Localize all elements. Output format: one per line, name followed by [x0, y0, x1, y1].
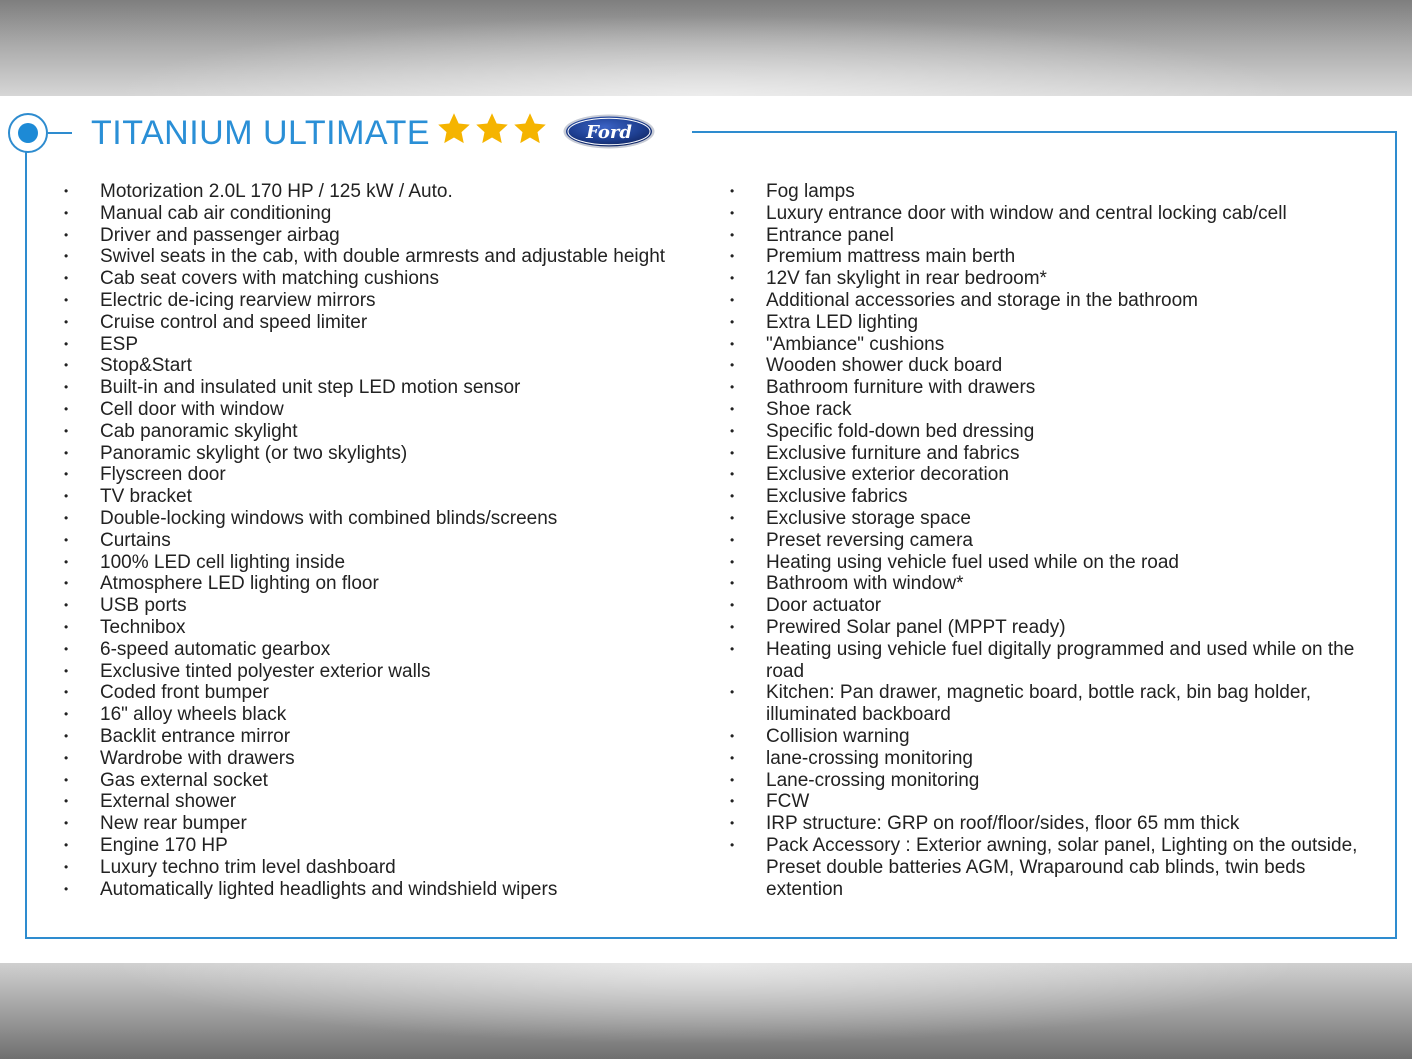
feature-item: • Driver and passenger airbag: [60, 225, 720, 247]
feature-item: • Collision warning: [726, 726, 1376, 748]
feature-item: • Wooden shower duck board: [726, 355, 1376, 377]
top-gray-band: [0, 0, 1412, 96]
feature-item: • Exclusive tinted polyester exterior walls: [60, 661, 720, 683]
feature-item: • Motorization 2.0L 170 HP / 125 kW / Auto.: [60, 181, 720, 203]
star-icon: [436, 111, 472, 147]
feature-item: • Exclusive storage space: [726, 508, 1376, 530]
ford-logo: [562, 113, 656, 150]
feature-item: • Coded front bumper: [60, 682, 720, 704]
bottom-gray-band: [0, 963, 1412, 1059]
feature-item: • Heating using vehicle fuel digitally programmed and used while on the road: [726, 639, 1376, 683]
feature-item: • Heating using vehicle fuel used while on the road: [726, 552, 1376, 574]
feature-item: • Atmosphere LED lighting on floor: [60, 573, 720, 595]
feature-item: • Extra LED lighting: [726, 312, 1376, 334]
feature-item: • Backlit entrance mirror: [60, 726, 720, 748]
right-feature-list: [726, 181, 1376, 900]
feature-item: • Swivel seats in the cab, with double armrests and adjustable height: [60, 246, 720, 268]
feature-item: • Built-in and insulated unit step LED motion sensor: [60, 377, 720, 399]
feature-item: • TV bracket: [60, 486, 720, 508]
feature-item: • Bathroom with window*: [726, 573, 1376, 595]
feature-item: • Bathroom furniture with drawers: [726, 377, 1376, 399]
target-connector-line: [48, 132, 72, 134]
feature-item: • 12V fan skylight in rear bedroom*: [726, 268, 1376, 290]
feature-item: • Stop&Start: [60, 355, 720, 377]
page-title: TITANIUM ULTIMATE: [91, 114, 431, 152]
feature-item: • 16" alloy wheels black: [60, 704, 720, 726]
feature-item: • Cab panoramic skylight: [60, 421, 720, 443]
feature-item: • Luxury entrance door with window and central locking cab/cell: [726, 203, 1376, 225]
feature-item: • 6-speed automatic gearbox: [60, 639, 720, 661]
feature-item: • "Ambiance" cushions: [726, 334, 1376, 356]
feature-item: • Cell door with window: [60, 399, 720, 421]
feature-item: • Entrance panel: [726, 225, 1376, 247]
feature-item: • Flyscreen door: [60, 464, 720, 486]
feature-item: • USB ports: [60, 595, 720, 617]
feature-item: • Exclusive fabrics: [726, 486, 1376, 508]
feature-item: • Technibox: [60, 617, 720, 639]
frame-top-line: [692, 131, 1397, 133]
feature-item: • Door actuator: [726, 595, 1376, 617]
feature-item: • FCW: [726, 791, 1376, 813]
target-icon: [8, 113, 48, 153]
feature-item: • Additional accessories and storage in the bathroom: [726, 290, 1376, 312]
feature-item: • Kitchen: Pan drawer, magnetic board, bottle rack, bin bag holder, illuminated backboard: [726, 682, 1376, 726]
feature-item: • Luxury techno trim level dashboard: [60, 857, 720, 879]
feature-item: • Exclusive furniture and fabrics: [726, 443, 1376, 465]
feature-item: • Specific fold-down bed dressing: [726, 421, 1376, 443]
feature-item: • Lane-crossing monitoring: [726, 770, 1376, 792]
feature-item: • Electric de-icing rearview mirrors: [60, 290, 720, 312]
target-dot: [18, 123, 38, 143]
feature-item: • External shower: [60, 791, 720, 813]
feature-item: • 100% LED cell lighting inside: [60, 552, 720, 574]
svg-text:Ford: Ford: [586, 122, 632, 143]
feature-item: • Cab seat covers with matching cushions: [60, 268, 720, 290]
feature-item: • Shoe rack: [726, 399, 1376, 421]
left-feature-list: [60, 181, 720, 900]
feature-item: • Manual cab air conditioning: [60, 203, 720, 225]
feature-item: • Curtains: [60, 530, 720, 552]
feature-item: • Double-locking windows with combined blinds/screens: [60, 508, 720, 530]
feature-item: • Panoramic skylight (or two skylights): [60, 443, 720, 465]
feature-item: • Wardrobe with drawers: [60, 748, 720, 770]
feature-item: • IRP structure: GRP on roof/floor/sides, floor 65 mm thick: [726, 813, 1376, 835]
star-rating: [436, 111, 548, 151]
feature-item: • Preset reversing camera: [726, 530, 1376, 552]
feature-item: • Automatically lighted headlights and windshield wipers: [60, 879, 720, 901]
star-icon: [474, 111, 510, 147]
feature-item: • Gas external socket: [60, 770, 720, 792]
feature-item: • New rear bumper: [60, 813, 720, 835]
feature-item: • Pack Accessory : Exterior awning, solar panel, Lighting on the outside, Preset double batteries AGM, Wraparound cab blinds, twin beds extention: [726, 835, 1376, 900]
feature-item: • ESP: [60, 334, 720, 356]
feature-item: • Engine 170 HP: [60, 835, 720, 857]
star-icon: [512, 111, 548, 147]
feature-item: • Fog lamps: [726, 181, 1376, 203]
feature-item: • Prewired Solar panel (MPPT ready): [726, 617, 1376, 639]
feature-item: • Exclusive exterior decoration: [726, 464, 1376, 486]
feature-item: • Premium mattress main berth: [726, 246, 1376, 268]
feature-item: • Cruise control and speed limiter: [60, 312, 720, 334]
feature-item: • lane-crossing monitoring: [726, 748, 1376, 770]
